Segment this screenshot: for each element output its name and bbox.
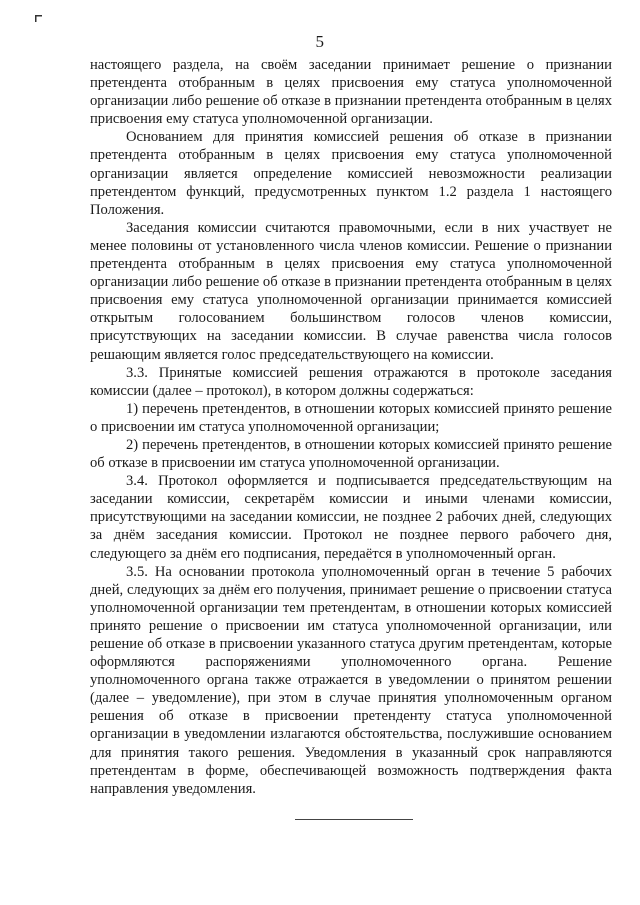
paragraph-refusal-grounds: Основанием для принятия комиссией решения об отказе в признании претендента отобранным в целях присвоения ему статуса уполномоченной организации является определение комиссией невозможности реализации претендентом функций, предусмотренных пунктом 1.2 раздела 1 настоящего Положения. xyxy=(90,129,612,218)
page-number: 5 xyxy=(315,32,325,51)
document-body xyxy=(90,56,612,798)
paragraph-continuation: настоящего раздела, на своём заседании принимает решение о признании претендента отобранным в целях присвоения ему статуса уполномоченной организации либо решение об отказе в признании претендента отобранным в целях присвоения ему статуса уполномоченной организации. xyxy=(90,57,612,128)
list-item-1: 1) перечень претендентов, в отношении которых комиссией принято решение о присвоении им статуса уполномоченной организации; xyxy=(90,400,612,435)
paragraph-3-5: 3.5. На основании протокола уполномоченный орган в течение 5 рабочих дней, следующих за днём его получения, принимает решение о присвоении статуса уполномоченной организации тем претендентам, в отношении которых комиссией принято решение о присвоении им статуса уполномоченной организации, или решение об отказе в присвоении указанного статуса другим претендентам, которые оформляются распоряжениями уполномоченного органа. Решение уполномоченного органа также отражается в уведомлении о принятом решении (далее – уведомление), при этом в случае принятия уполномоченным органом решения об отказе в присвоении претенденту статуса уполномоченной организации в уведомлении излагаются обстоятельства, послужившие основанием для принятия такого решения. Уведомления в указанный срок направляются претендентам в форме, обеспечивающей возможность подтверждения факта направления уведомления. xyxy=(90,563,612,797)
paragraph-quorum: Заседания комиссии считаются правомочными, если в них участвует не менее половины от установленного числа членов комиссии. Решение о признании претендента отобранным в целях присвоения ему статуса уполномоченной организации либо решение об отказе в признании претендента отобранным в целях присвоения ему статуса уполномоченной организации принимается комиссией открытым голосованием большинством голосов членов комиссии, присутствующих на заседании комиссии. В случае равенства числа голосов решающим является голос председательствующего на комиссии. xyxy=(90,219,612,363)
scan-corner-mark xyxy=(34,14,43,23)
paragraph-3-4: 3.4. Протокол оформляется и подписывается председательствующим на заседании комиссии, секретарём комиссии и иными членами комиссии, присутствующими на заседании комиссии, не позднее 2 рабочих дней, следующих за днём заседания комиссии. Протокол не позднее первого рабочего дня, следующего за днём его подписания, передаётся в уполномоченный орган. xyxy=(90,473,612,562)
list-item-2: 2) перечень претендентов, в отношении которых комиссией принято решение об отказе в присвоении им статуса уполномоченной организации. xyxy=(90,436,612,472)
footer-divider xyxy=(295,819,413,820)
paragraph-3-3: 3.3. Принятые комиссией решения отражаются в протоколе заседания комиссии (далее – протокол), в котором должны содержаться: xyxy=(90,364,612,399)
